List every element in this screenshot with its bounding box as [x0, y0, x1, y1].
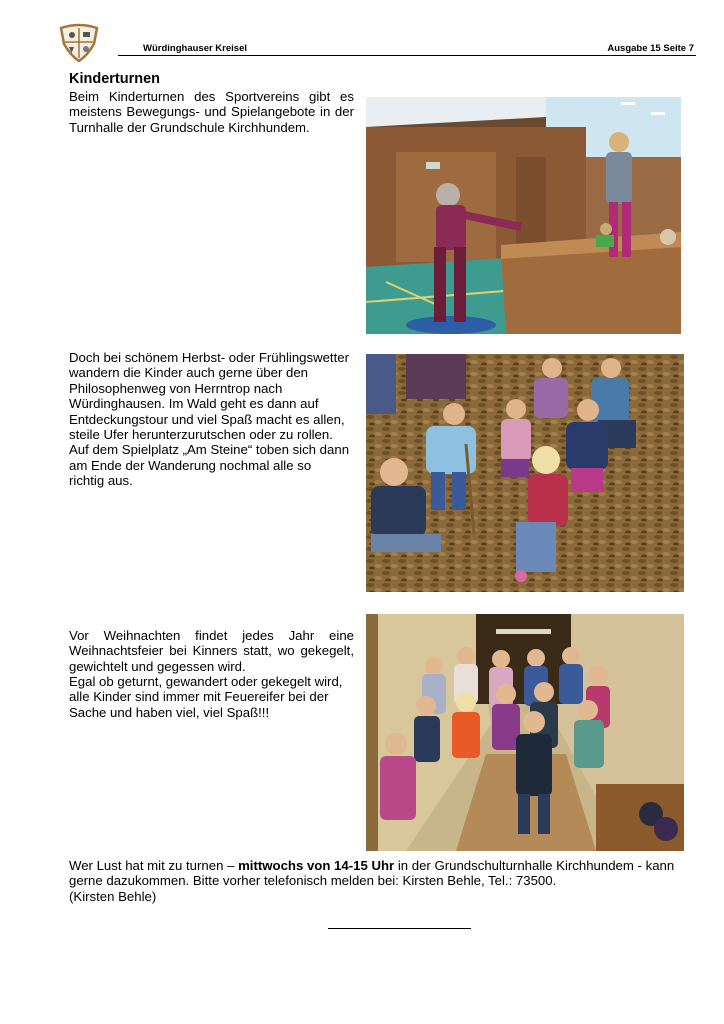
hiking-line: Philosophenweg von Herrntrop nach: [69, 380, 283, 396]
summary-line: Sache und haben viel, viel Spaß!!!: [69, 704, 270, 720]
hiking-line: steile Ufer herunterzurutschen oder zu rollen.: [69, 427, 333, 443]
christmas-paragraph: Vor Weihnachten findet jedes Jahr eine Weihnachtsfeier bei Kinners statt, wo gekegelt, gewichtelt und gegessen wird.: [69, 628, 354, 674]
article-title: Kinderturnen: [69, 71, 161, 87]
closing-lead: Wer Lust hat mit zu turnen –: [69, 858, 239, 873]
club-crest-logo: [57, 22, 101, 62]
intro-paragraph: Beim Kinderturnen des Sportvereins gibt es meistens Bewegungs- und Spielangebote in der Turnhalle der Grundschule Kirchhundem.: [69, 89, 354, 135]
hiking-line: Auf dem Spielplatz „Am Steine“ toben sich dann: [69, 442, 350, 458]
hiking-line: wandern die Kinder auch gerne über den: [69, 365, 309, 381]
hiking-line: am Ende der Wanderung nochmal alle so: [69, 457, 312, 473]
hiking-line: Entdeckungstour und viel Spaß macht es allen,: [69, 411, 345, 427]
publication-title: Würdinghauser Kreisel: [143, 43, 247, 54]
summary-paragraph: [69, 674, 359, 720]
forest-photo: [366, 354, 684, 592]
hiking-line: richtig aus.: [69, 473, 133, 489]
training-time: mittwochs von 14-15 Uhr: [238, 858, 395, 873]
end-divider: [328, 928, 471, 929]
issue-page-number: Ausgabe 15 Seite 7: [607, 43, 694, 54]
summary-line: alle Kinder sind immer mit Feuereifer bei der: [69, 689, 329, 705]
gym-photo: [366, 97, 681, 334]
bowling-photo: [366, 614, 684, 851]
summary-line: Egal ob geturnt, gewandert oder gekegelt wird,: [69, 674, 343, 689]
closing-details: in der Grundschulturnhalle Kirchhundem - kann gerne dazukommen. Bitte vorher telefonisch melden bei: Kirsten Behle, Tel.: 73500.: [69, 858, 675, 889]
hiking-line: Würdinghausen. Im Wald geht es dann auf: [69, 396, 319, 412]
author-credit: (Kirsten Behle): [69, 888, 157, 904]
closing-paragraph: [69, 858, 699, 904]
header-divider: [118, 55, 696, 56]
hiking-paragraph: [69, 350, 359, 489]
hiking-line: Doch bei schönem Herbst- oder Frühlingswetter: [69, 350, 349, 365]
